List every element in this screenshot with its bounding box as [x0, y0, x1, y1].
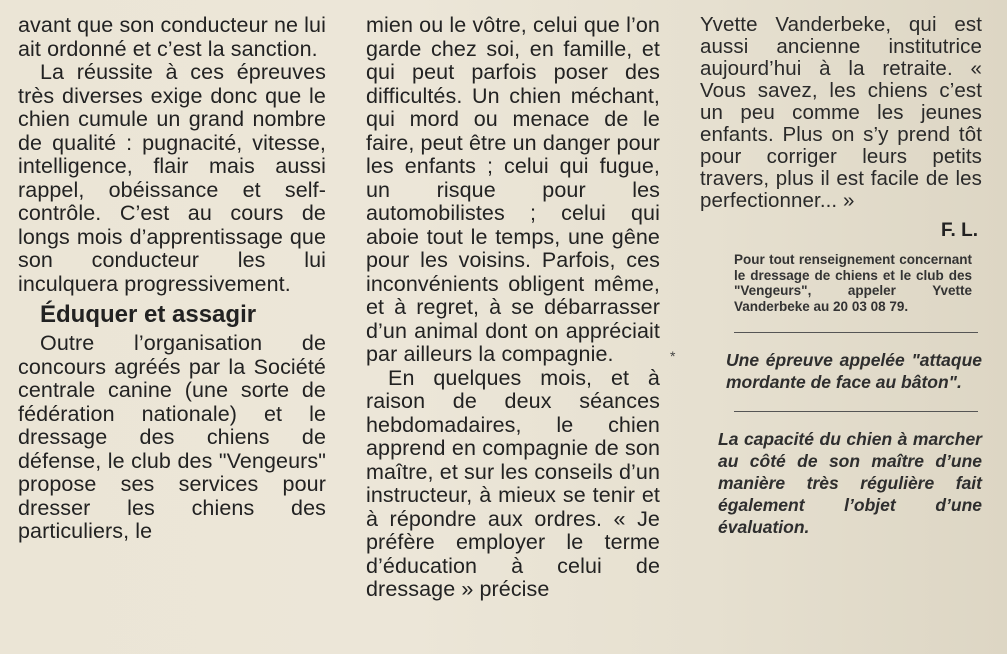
photo-caption-2: La capacité du chien à marcher au côté de son maître d’une manière très régulière fait également l’objet d’une évaluation.	[718, 429, 982, 537]
paragraph-club: Outre l’organisation de concours agréés par la Société centrale canine (une sorte de fédération nationale) et le dressage des chiens de défense, le club des "Vengeurs" propose ses services pour dresser les chiens des particuliers, le	[18, 331, 326, 543]
column-2	[366, 14, 660, 602]
column-1	[18, 14, 326, 544]
column-3	[700, 14, 982, 538]
paragraph-qualities: La réussite à ces épreuves très diverses exige donc que le chien cumule un grand nombre de qualité : pugnacité, vitesse, intelligence, flair mais aussi rappel, obéissance et self-contrôle. C’est au cours de longs mois d’apprentissage que son conducteur les lui inculquera progressivement.	[18, 60, 326, 296]
divider	[734, 332, 978, 333]
paragraph-private-dogs: mien ou le vôtre, celui que l’on garde chez soi, en famille, et qui peut parfois poser des difficultés. Un chien méchant, qui mord ou menace de le faire, peut être un danger pour les enfants ; celui qui fugue, un risque pour les automobilistes ; celui qui aboie tout le temps, une gêne pour les voisins. Parfois, ces inconvénients obligent même, et à regret, à se débarrasser d’un animal dont on appréciait par ailleurs la compagnie.	[366, 13, 660, 366]
decorative-star-mark: *	[670, 348, 676, 364]
author-signature: F. L.	[941, 220, 978, 241]
paragraph-quote: Yvette Vanderbeke, qui est aussi ancienne institutrice aujourd’hui à la retraite. « Vous savez, les chiens c’est un peu comme les jeunes enfants. Plus on s’y prend tôt pour corriger leurs petits travers, plus il est facile de les perfectionner... »	[700, 13, 982, 212]
paragraph-training: En quelques mois, et à raison de deux séances hebdomadaires, le chien apprend en compagnie de son maître, et sur les conseils d’un instructeur, à mieux se tenir et à répondre aux ordres. « Je préfère employer le terme d’éducation à celui de dressage » précise	[366, 365, 660, 601]
paragraph-sanction: avant que son conducteur ne lui ait ordonné et c’est la sanction.	[18, 13, 326, 61]
subheading: Éduquer et assagir	[40, 301, 257, 328]
info-box: Pour tout renseignement concernant le dressage de chiens et le club des "Vengeurs", appeler Yvette Vanderbeke au 20 03 08 79.	[734, 252, 972, 314]
photo-caption-1: Une épreuve appelée "attaque mordante de face au bâton".	[726, 350, 982, 392]
divider	[734, 411, 978, 412]
